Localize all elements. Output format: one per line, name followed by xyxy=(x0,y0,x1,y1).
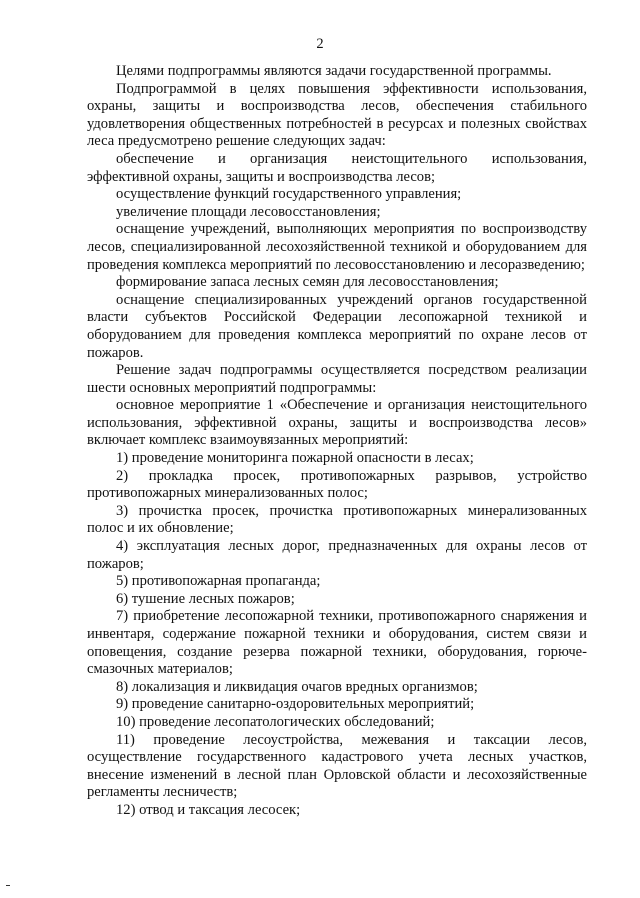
margin-mark xyxy=(6,885,10,886)
paragraph-task-6: оснащение специализированных учреждений органов государственной власти субъектов Российской Федерации лесопожарной техникой и оборудованием для проведения комплекса мероприятий по охране лесов от пожаров. xyxy=(87,291,587,361)
page-number: 2 xyxy=(316,36,324,52)
list-item-3: 3) прочистка просек, прочистка противопожарных минерализованных полос и их обновление; xyxy=(87,502,587,537)
list-item-8: 8) локализация и ликвидация очагов вредных организмов; xyxy=(116,678,478,695)
document-body xyxy=(87,63,587,820)
list-item-7: 7) приобретение лесопожарной техники, противопожарного снаряжения и инвентаря, содержание пожарной техники и оборудования, систем связи и оповещения, создание резерва пожарной техники, оборудования, горюче-смазочных материалов; xyxy=(87,608,587,678)
paragraph-task-3: увеличение площади лесовосстановления; xyxy=(116,203,381,220)
paragraph-tasks-intro: Подпрограммой в целях повышения эффективности использования, охраны, защиты и воспроизводства лесов, обеспечения стабильного удовлетворения общественных потребностей в ресурсах и полезных свойствах леса предусмотрено решение следующих задач: xyxy=(87,80,587,150)
list-item-10: 10) проведение лесопатологических обследований; xyxy=(116,713,435,730)
paragraph-task-2: осуществление функций государственного управления; xyxy=(116,186,462,203)
list-item-9: 9) проведение санитарно-оздоровительных мероприятий; xyxy=(116,696,475,713)
paragraph-task-5: формирование запаса лесных семян для лесовосстановления; xyxy=(116,274,499,291)
list-item-12: 12) отвод и таксация лесосек; xyxy=(116,801,301,818)
paragraph-main-activity-1: основное мероприятие 1 «Обеспечение и организация неистощительного использования, эффективной охраны, защиты и воспроизводства лесов» включает комплекс взаимоувязанных мероприятий: xyxy=(87,397,587,449)
paragraph-goals: Целями подпрограммы являются задачи государственной программы. xyxy=(116,63,552,79)
paragraph-solution: Решение задач подпрограммы осуществляется посредством реализации шести основных мероприятий подпрограммы: xyxy=(87,362,587,396)
list-item-1: 1) проведение мониторинга пожарной опасности в лесах; xyxy=(116,450,474,467)
list-item-6: 6) тушение лесных пожаров; xyxy=(116,590,295,607)
paragraph-task-4: оснащение учреждений, выполняющих мероприятия по воспроизводству лесов, специализированной лесохозяйственной техникой и оборудованием для проведения комплекса мероприятий по лесовосстановлению и лесоразведению; xyxy=(87,221,587,273)
list-item-11: 11) проведение лесоустройства, межевания и таксации лесов, осуществление государственного кадастрового учета лесных участков, внесение изменений в лесной план Орловской области и лесохозяйственные регламенты лесничеств; xyxy=(87,731,587,801)
list-item-2: 2) прокладка просек, противопожарных разрывов, устройство противопожарных минерализованных полос; xyxy=(87,467,587,502)
list-item-4: 4) эксплуатация лесных дорог, предназначенных для охраны лесов от пожаров; xyxy=(87,538,587,572)
list-item-5: 5) противопожарная пропаганда; xyxy=(116,573,321,590)
paragraph-task-1: обеспечение и организация неистощительного использования, эффективной охраны, защиты и воспроизводства лесов; xyxy=(87,150,587,185)
